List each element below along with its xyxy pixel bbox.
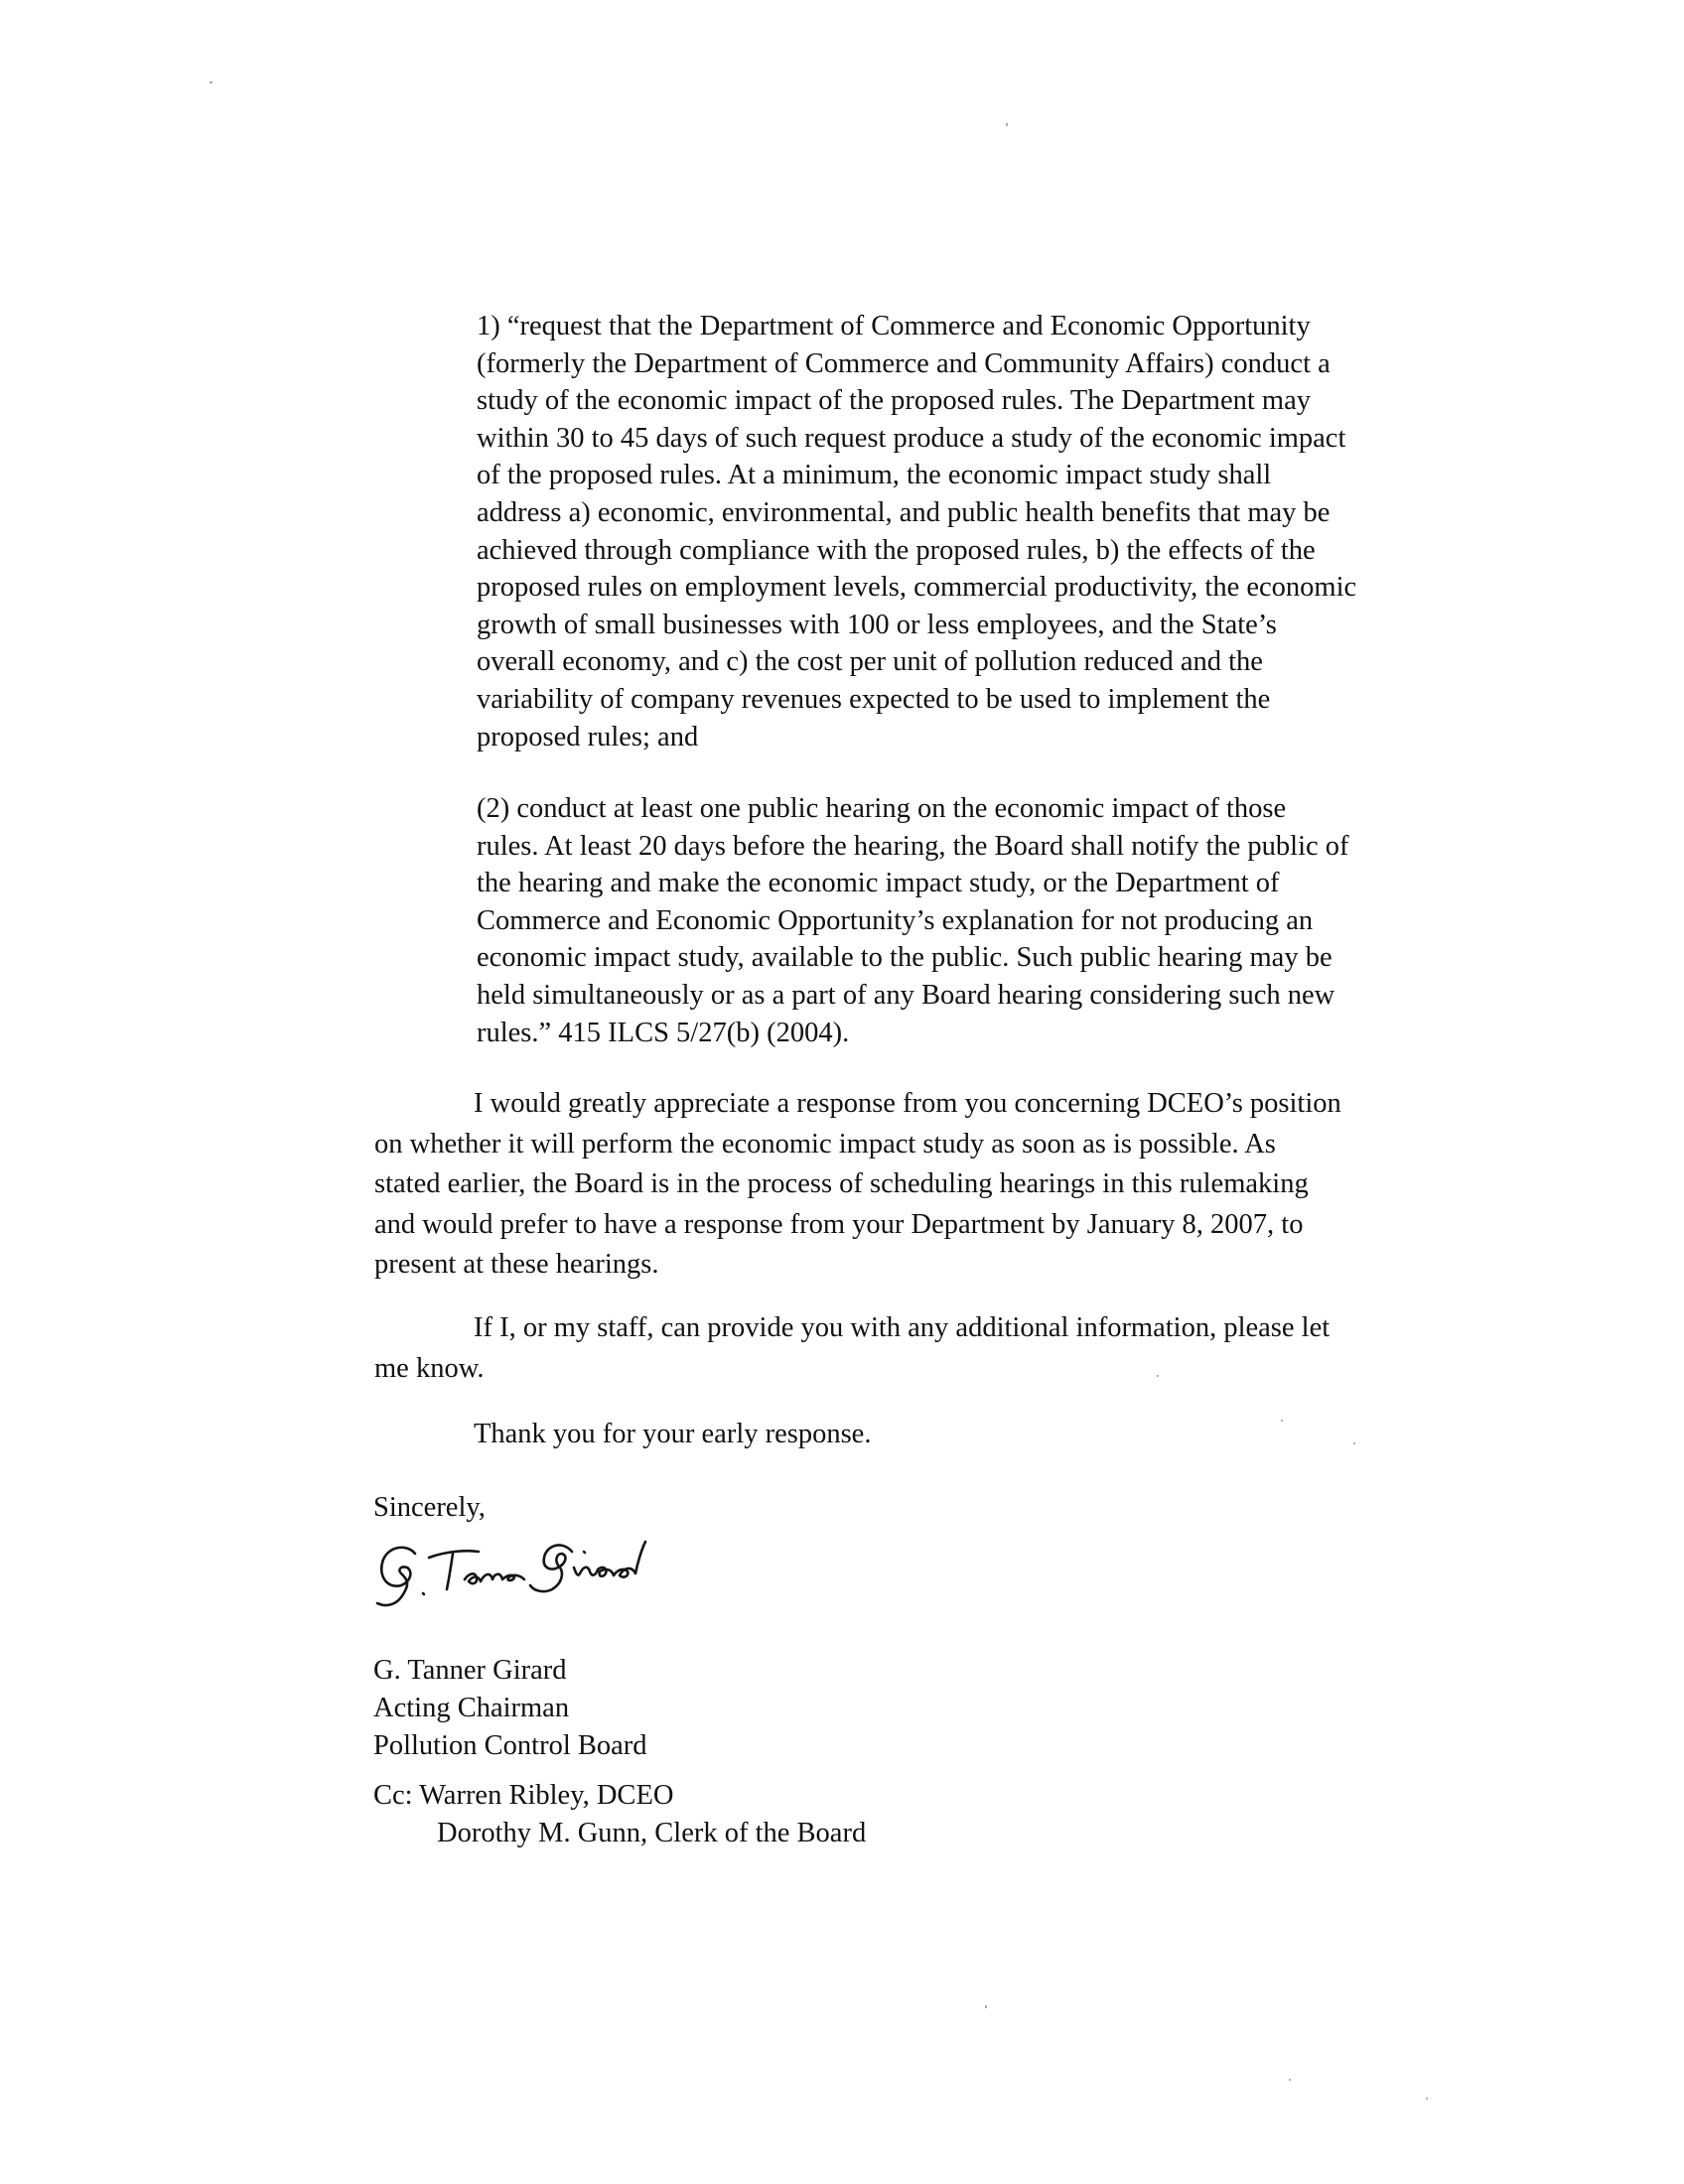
- scan-speck: [1426, 2098, 1428, 2100]
- quote-line: address a) economic, environmental, and public health benefits that may be: [477, 496, 1331, 528]
- paragraph-line: If I, or my staff, can provide you with any additional information, please let: [474, 1312, 1331, 1343]
- quote-line: within 30 to 45 days of such request produce a study of the economic impact: [477, 422, 1346, 454]
- statute-quote-part-2: [477, 790, 1509, 1051]
- carbon-copy-list: [373, 1777, 866, 1852]
- quote-line: rules.” 415 ILCS 5/27(b) (2004).: [477, 1017, 850, 1048]
- signature-stroke: [584, 1552, 585, 1553]
- quote-line: the hearing and make the economic impact study, or the Department of: [477, 868, 1280, 899]
- quote-line: Commerce and Economic Opportunity’s explanation for not producing an: [477, 904, 1314, 936]
- quote-line: achieved through compliance with the proposed rules, b) the effects of the: [477, 534, 1316, 566]
- paragraph-line: me know.: [374, 1352, 485, 1384]
- quote-line: of the proposed rules. At a minimum, the economic impact study shall: [477, 460, 1272, 491]
- quote-line: economic impact study, available to the public. Such public hearing may be: [477, 942, 1333, 974]
- closing-salutation: [373, 1489, 486, 1527]
- quote-line: study of the economic impact of the proposed rules. The Department may: [477, 385, 1311, 417]
- paragraph-line: stated earlier, the Board is in the process of scheduling hearings in this rulemaking: [374, 1168, 1309, 1199]
- paragraph-line: I would greatly appreciate a response from you concerning DCEO’s position: [474, 1088, 1341, 1119]
- quote-line: rules. At least 20 days before the hearing, the Board shall notify the public of: [477, 830, 1349, 862]
- signer-block: [373, 1652, 647, 1765]
- quote-line: (formerly the Department of Commerce and Community Affairs) conduct a: [477, 347, 1331, 379]
- signature-stroke: [530, 1545, 572, 1591]
- thank-you-paragraph: [474, 1415, 1606, 1455]
- signer-organization: Pollution Control Board: [373, 1730, 647, 1761]
- closing-text: Sincerely,: [373, 1492, 486, 1523]
- paragraph-line: and would prefer to have a response from your Department by January 8, 2007, to: [374, 1208, 1304, 1240]
- quote-line: growth of small businesses with 100 or less employees, and the State’s: [477, 609, 1277, 640]
- signer-name: G. Tanner Girard: [373, 1655, 567, 1686]
- quote-line: held simultaneously or as a part of any Board hearing considering such new: [477, 979, 1335, 1011]
- signature-stroke: [574, 1542, 645, 1577]
- cc-recipient: Cc: Warren Ribley, DCEO: [373, 1780, 674, 1811]
- signer-title: Acting Chairman: [373, 1693, 570, 1723]
- signature-stroke: [465, 1573, 524, 1583]
- scan-speck: [1006, 123, 1008, 126]
- quote-line: variability of company revenues expected to be used to implement the: [477, 683, 1271, 715]
- signature-stroke: [447, 1554, 453, 1589]
- signature-stroke: [377, 1548, 415, 1605]
- paragraph-line: Thank you for your early response.: [474, 1419, 872, 1449]
- quote-line: proposed rules on employment levels, commercial productivity, the economic: [477, 572, 1357, 604]
- quote-line: (2) conduct at least one public hearing on the economic impact of those: [477, 793, 1287, 824]
- quote-line: overall economy, and c) the cost per unit of pollution reduced and the: [477, 646, 1263, 678]
- scan-speck: [985, 2005, 987, 2008]
- scan-speck: [1289, 2079, 1291, 2081]
- paragraph-line: present at these hearings.: [374, 1249, 659, 1280]
- response-request-paragraph: [374, 1084, 1506, 1286]
- cc-recipient: Dorothy M. Gunn, Clerk of the Board: [437, 1818, 867, 1848]
- quote-line: proposed rules; and: [477, 721, 699, 752]
- statute-quote-part-1: [477, 308, 1509, 755]
- quote-line: 1) “request that the Department of Commerce and Economic Opportunity: [477, 311, 1311, 341]
- additional-info-paragraph: [374, 1308, 1506, 1389]
- scan-speck: [210, 81, 212, 83]
- paragraph-line: on whether it will perform the economic impact study as soon as is possible. As: [374, 1128, 1276, 1160]
- signature-stroke: [423, 1593, 424, 1594]
- handwritten-signature: [367, 1524, 705, 1613]
